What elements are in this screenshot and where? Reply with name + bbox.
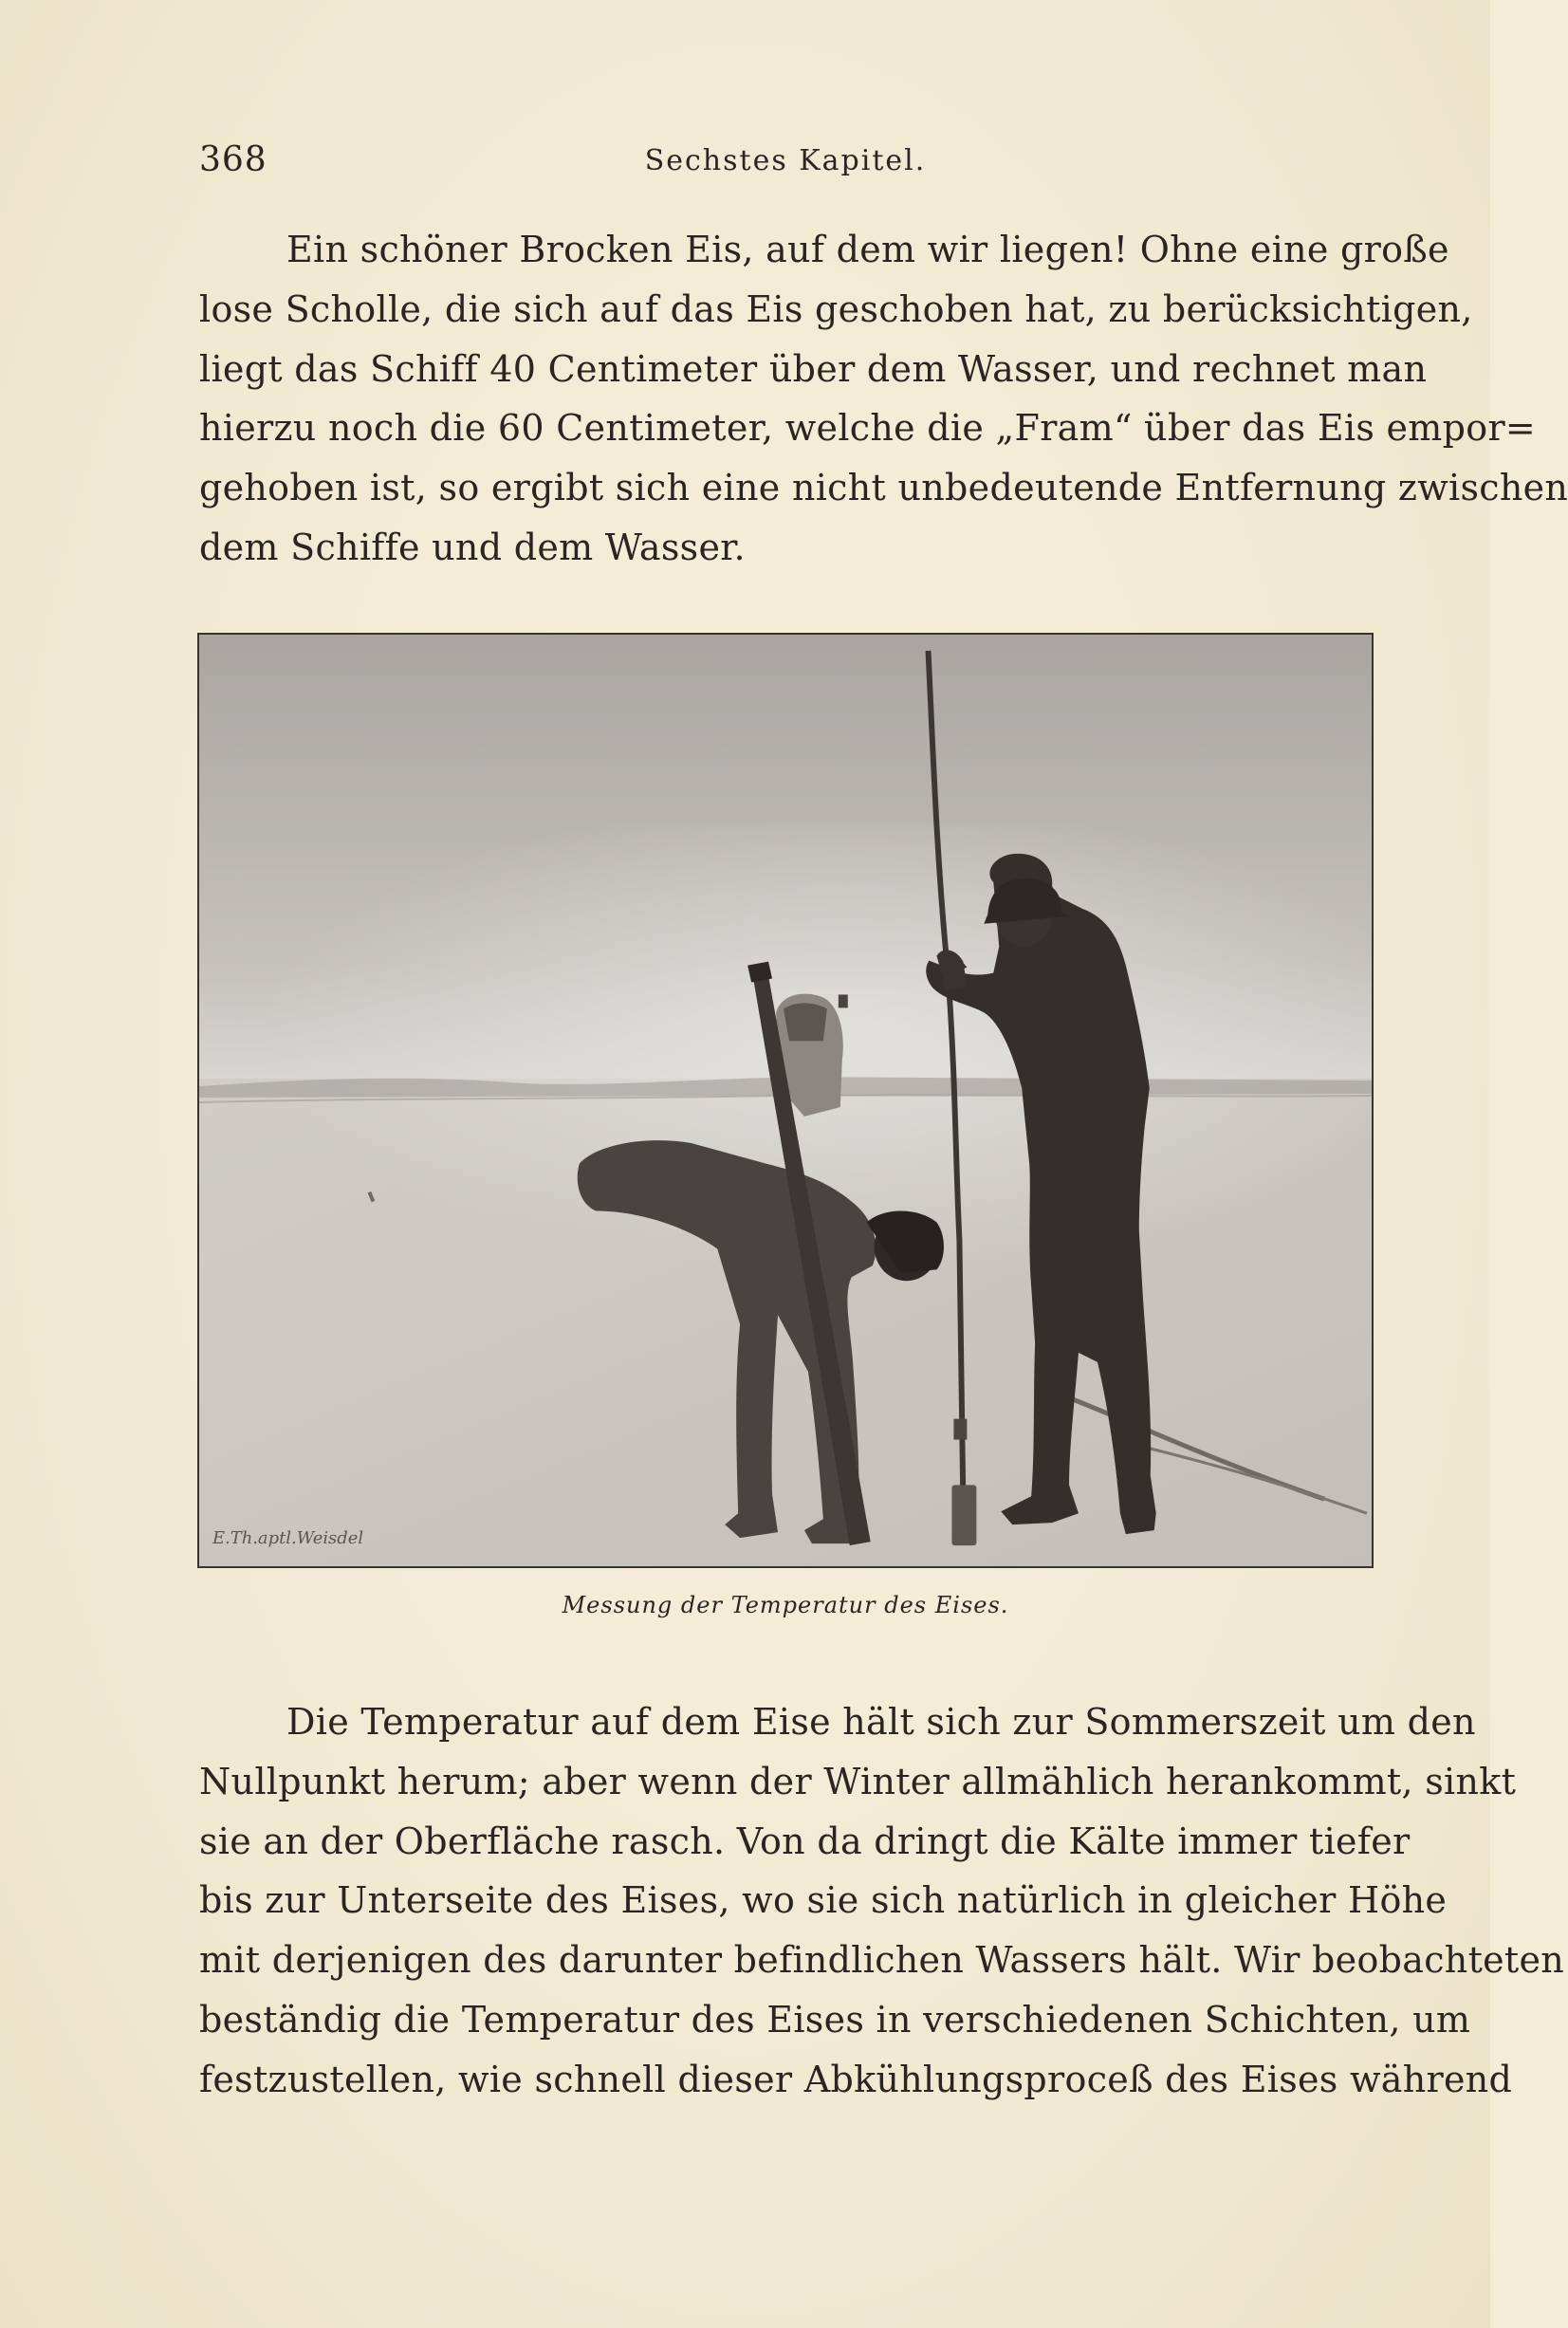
paragraph-1 <box>199 220 1568 578</box>
photograph-figure <box>197 633 1374 1568</box>
text-line: beständig die Temperatur des Eises in verschiedenen Schichten, um <box>199 1998 1471 2041</box>
text-line: lose Scholle, die sich auf das Eis geschoben hat, zu berücksichtigen, <box>199 287 1473 330</box>
running-head: Sechstes Kapitel. <box>644 144 927 177</box>
page-number: 368 <box>199 140 267 179</box>
text-line: Ein schöner Brocken Eis, auf dem wir liegen! Ohne eine große <box>286 229 1449 270</box>
photograph-illustration <box>199 635 1372 1566</box>
text-line: dem Schiffe und dem Wasser. <box>199 526 746 568</box>
paragraph-2 <box>199 1692 1565 2110</box>
text-line: festzustellen, wie schnell dieser Abkühlungsproceß des Eises während <box>199 2058 1513 2100</box>
text-line: Die Temperatur auf dem Eise hält sich zur Sommerszeit um den <box>286 1701 1476 1743</box>
figure-caption: Messung der Temperatur des Eises. <box>562 1592 1009 1618</box>
text-line: Nullpunkt herum; aber wenn der Winter allmählich herankommt, sinkt <box>199 1760 1517 1802</box>
text-line: bis zur Unterseite des Eises, wo sie sich natürlich in gleicher Höhe <box>199 1879 1448 1922</box>
text-line: gehoben ist, so ergibt sich eine nicht unbedeutende Entfernung zwischen <box>199 467 1568 509</box>
text-line: hierzu noch die 60 Centimeter, welche die „Fram“ über das Eis empor= <box>199 407 1537 450</box>
artist-signature: E.Th.aptl.Weisdel <box>212 1528 364 1549</box>
text-line: mit derjenigen des darunter befindlichen Wassers hält. Wir beobachteten <box>199 1939 1565 1982</box>
text-line: liegt das Schiff 40 Centimeter über dem Wasser, und rechnet man <box>199 347 1428 390</box>
page-header <box>199 140 1372 188</box>
text-line: sie an der Oberfläche rasch. Von da dringt die Kälte immer tiefer <box>199 1820 1411 1862</box>
